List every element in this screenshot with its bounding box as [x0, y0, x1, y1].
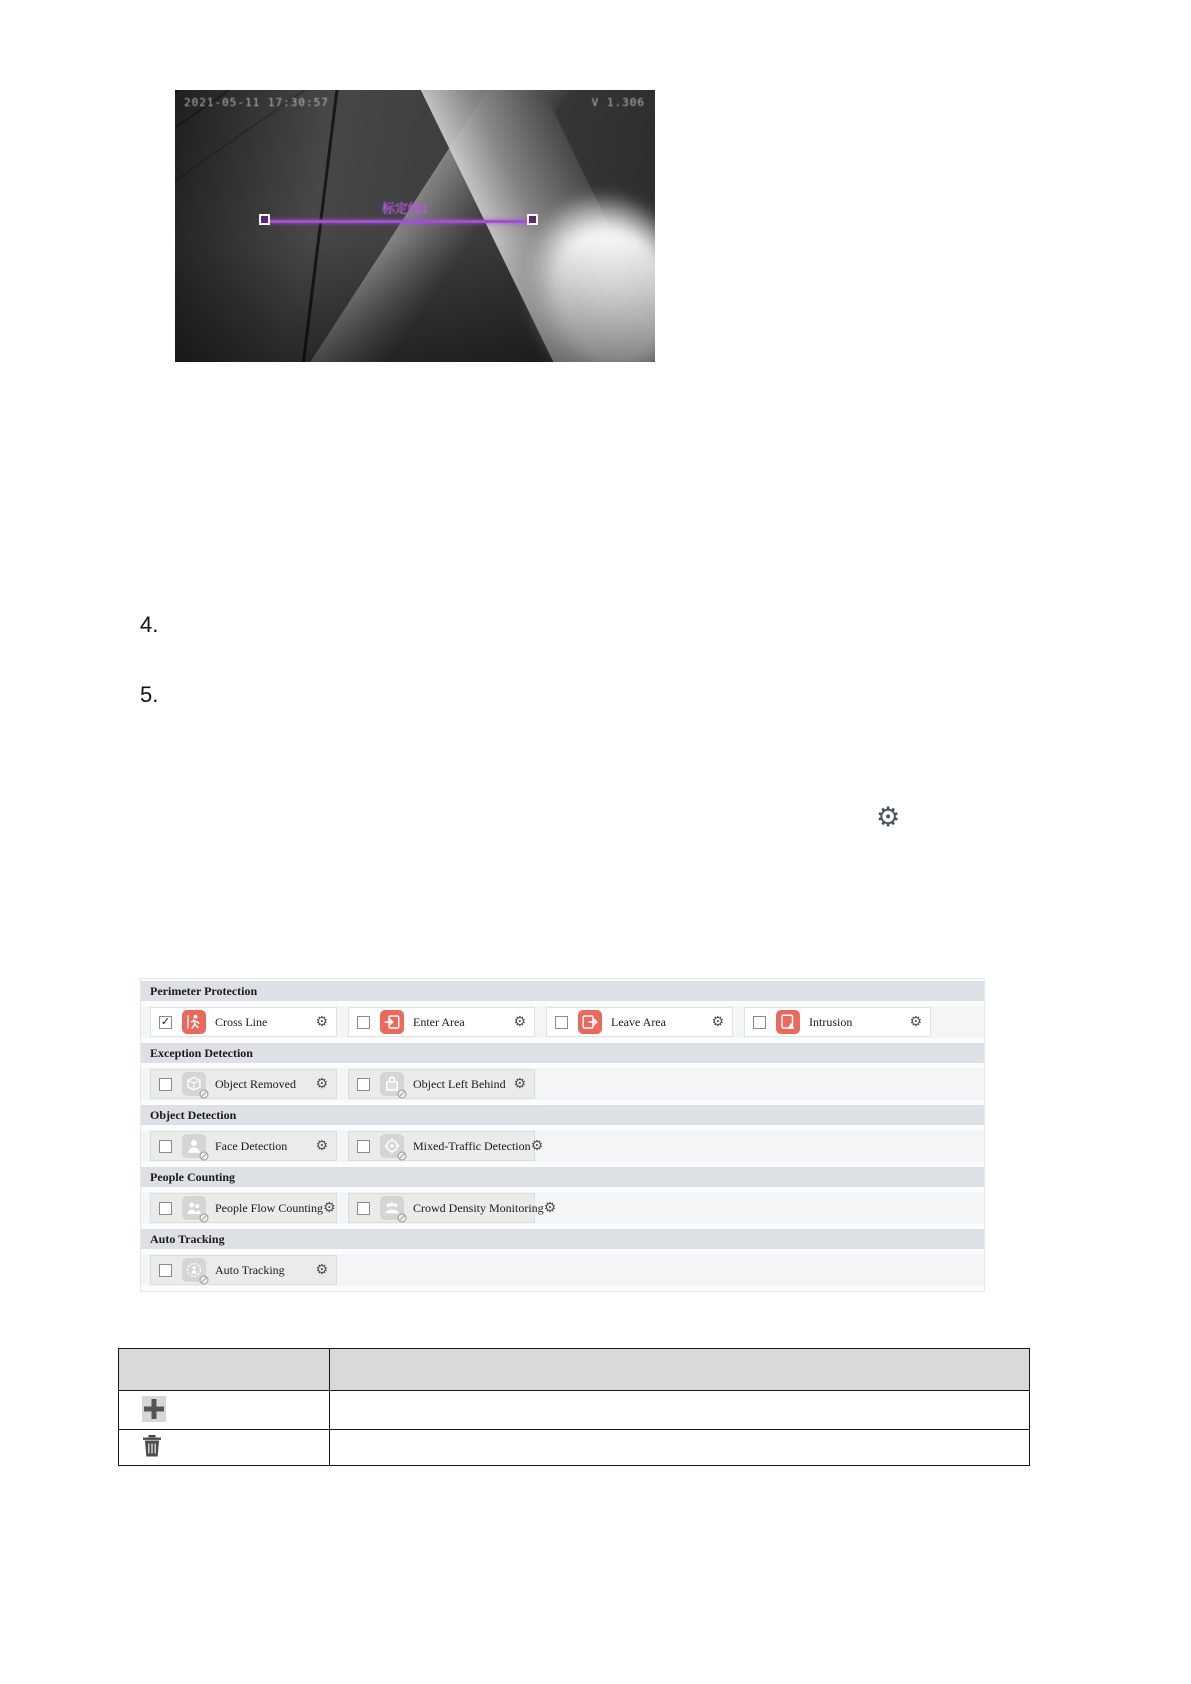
feature-card-intrusion[interactable] [744, 1007, 931, 1037]
feature-card-mixed-traffic-detection[interactable] [348, 1131, 544, 1161]
feature-card-object-removed[interactable] [150, 1069, 337, 1099]
gear-icon[interactable]: ⚙ [323, 1200, 336, 1216]
gear-icon[interactable]: ⚙ [909, 1014, 922, 1030]
step-number-5: 5. [140, 682, 159, 707]
leave-area-icon [578, 1010, 602, 1034]
camera-snapshot [175, 90, 655, 362]
people-flow-checkbox[interactable] [159, 1202, 172, 1215]
section-row [141, 1254, 984, 1286]
gear-icon[interactable]: ⚙ [513, 1076, 526, 1092]
feature-card-enter-area[interactable] [348, 1007, 535, 1037]
object-left-behind-checkbox[interactable] [357, 1078, 370, 1091]
disabled-badge-icon [397, 1213, 407, 1223]
feature-card-face-detection[interactable] [150, 1131, 337, 1161]
feature-label: Object Left Behind [413, 1076, 506, 1091]
table-header-row [119, 1349, 1029, 1391]
gear-icon[interactable]: ⚙ [315, 1076, 328, 1092]
feature-label: Leave Area [611, 1014, 666, 1029]
gear-icon[interactable]: ⚙ [543, 1200, 557, 1216]
crowd-density-icon [380, 1196, 404, 1220]
section-row [141, 1130, 984, 1162]
object-removed-icon [182, 1072, 206, 1096]
section-header-auto-tracking: Auto Tracking [141, 1229, 984, 1249]
intrusion-icon [776, 1010, 800, 1034]
feature-card-auto-tracking[interactable] [150, 1255, 337, 1285]
disabled-badge-icon [199, 1089, 209, 1099]
people-flow-icon [182, 1196, 206, 1220]
table-cell [330, 1430, 1029, 1465]
feature-label: Cross Line [215, 1014, 268, 1029]
section-row [141, 1068, 984, 1100]
timestamp-osd: 2021-05-11 17:30:57 [184, 96, 329, 109]
section-header-exception-detection: Exception Detection [141, 1043, 984, 1063]
checkmark-icon: ✓ [160, 1015, 171, 1028]
crowd-density-checkbox[interactable] [357, 1202, 370, 1215]
feature-label: Intrusion [809, 1014, 853, 1029]
object-removed-checkbox[interactable] [159, 1078, 172, 1091]
feature-label: Crowd Density Monitoring [413, 1200, 544, 1215]
gear-icon[interactable]: ⚙ [513, 1014, 526, 1030]
gear-icon[interactable]: ⚙ [530, 1138, 544, 1154]
gear-icon[interactable]: ⚙ [711, 1014, 724, 1030]
enter-area-icon [380, 1010, 404, 1034]
auto-tracking-icon [182, 1258, 206, 1282]
feature-label: Object Removed [215, 1076, 296, 1091]
gear-icon[interactable]: ⚙ [315, 1138, 328, 1154]
icon-reference-table [118, 1348, 1030, 1466]
tripwire-label: 标定线1 [381, 201, 429, 216]
face-detection-checkbox[interactable] [159, 1140, 172, 1153]
feature-card-object-left-behind[interactable] [348, 1069, 535, 1099]
tripwire-handle-right[interactable] [527, 214, 538, 225]
feature-label: Mixed-Traffic Detection [413, 1138, 531, 1153]
face-detection-icon [182, 1134, 206, 1158]
feature-label: Face Detection [215, 1138, 288, 1153]
section-row [141, 1006, 984, 1038]
disabled-badge-icon [397, 1089, 407, 1099]
disabled-badge-icon [397, 1151, 407, 1161]
step-number-4: 4. [140, 612, 159, 637]
table-row [119, 1391, 1029, 1430]
feature-card-crowd-density-monitoring[interactable] [348, 1193, 557, 1223]
tripwire-line[interactable] [266, 220, 533, 223]
table-row [119, 1430, 1029, 1466]
delete-icon[interactable] [142, 1434, 162, 1461]
section-header-perimeter-protection: Perimeter Protection [141, 981, 984, 1001]
mixed-traffic-checkbox[interactable] [357, 1140, 370, 1153]
feature-label: Auto Tracking [215, 1262, 285, 1277]
disabled-badge-icon [199, 1151, 209, 1161]
feature-card-people-flow-counting[interactable] [150, 1193, 337, 1223]
section-row [141, 1192, 984, 1224]
settings-gear-icon[interactable]: ⚙ [876, 802, 901, 832]
cross-line-icon [182, 1010, 206, 1034]
feature-card-leave-area[interactable] [546, 1007, 733, 1037]
section-header-people-counting: People Counting [141, 1167, 984, 1187]
floor-shadow [175, 240, 655, 362]
object-left-behind-icon [380, 1072, 404, 1096]
leave-area-checkbox[interactable] [555, 1016, 568, 1029]
table-cell [330, 1391, 1029, 1429]
gear-icon[interactable]: ⚙ [315, 1262, 328, 1278]
gear-icon[interactable]: ⚙ [315, 1014, 328, 1030]
camera-osd: V 1.306 [591, 96, 645, 109]
smart-function-panel [140, 978, 985, 1292]
section-header-object-detection: Object Detection [141, 1105, 984, 1125]
disabled-badge-icon [199, 1213, 209, 1223]
table-header-cell [330, 1349, 1029, 1390]
add-icon[interactable] [142, 1396, 166, 1425]
cross-line-checkbox[interactable] [159, 1016, 172, 1029]
feature-label: Enter Area [413, 1014, 465, 1029]
feature-label: People Flow Counting [215, 1200, 324, 1215]
auto-tracking-checkbox[interactable] [159, 1264, 172, 1277]
tripwire-handle-left[interactable] [259, 214, 270, 225]
intrusion-checkbox[interactable] [753, 1016, 766, 1029]
disabled-badge-icon [199, 1275, 209, 1285]
enter-area-checkbox[interactable] [357, 1016, 370, 1029]
mixed-traffic-icon [380, 1134, 404, 1158]
table-header-cell [119, 1349, 330, 1390]
feature-card-cross-line[interactable] [150, 1007, 337, 1037]
